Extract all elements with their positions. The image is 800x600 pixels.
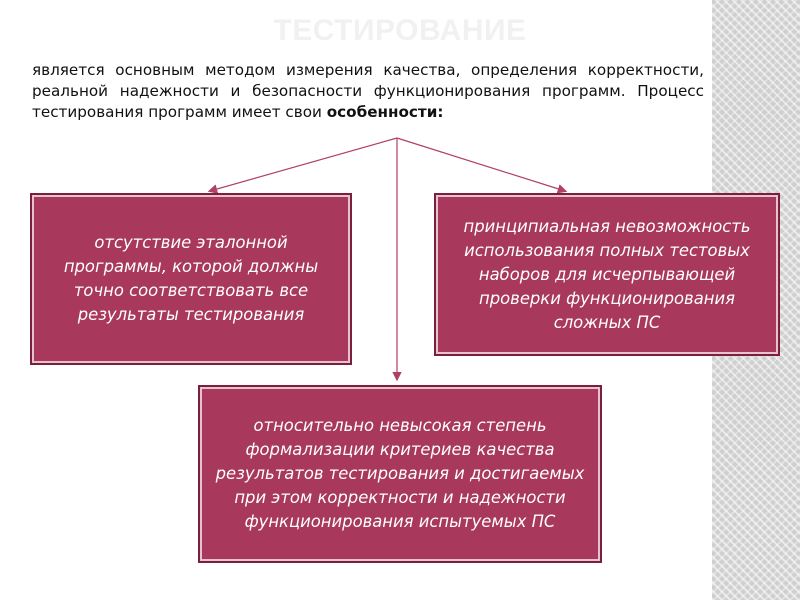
feature-text: относительно невысокая степень формализации критериев качества результатов тестирования и достигаемых при этом корректности и надежности функционирования испытуемых ПС — [215, 416, 585, 531]
feature-text: принципиальная невозможность использования полных тестовых наборов для исчерпывающей проверки функционирования сложных ПС — [463, 216, 751, 332]
feature-box-no-reference — [30, 193, 352, 365]
arrow-right — [397, 138, 565, 191]
slide-title: ТЕСТИРОВАНИЕ — [273, 14, 527, 47]
feature-box-incomplete-tests — [434, 193, 780, 356]
intro-emphasis: особенности: — [326, 103, 444, 121]
feature-text: отсутствие эталонной программы, которой должны точно соответствовать все результаты тестирования — [63, 233, 319, 324]
intro-text: является основным методом измерения качества, определения корректности, реальной надежности и безопасности функционирования программ. Процесс тестирования программ имеет свои — [32, 61, 704, 121]
feature-box-formalization — [198, 385, 602, 563]
arrow-left — [210, 138, 397, 191]
